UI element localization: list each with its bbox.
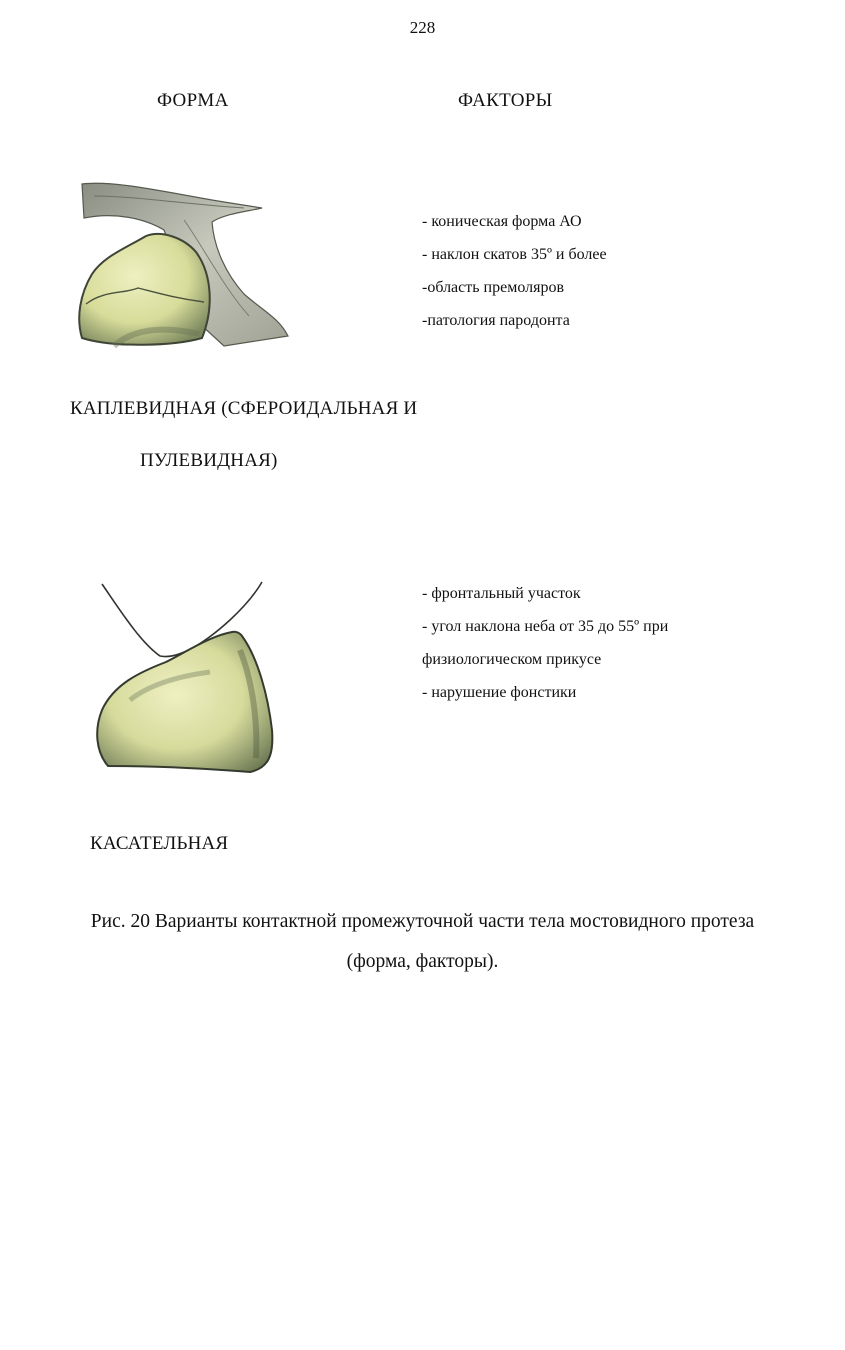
factor-item: - нарушение фонстики	[422, 684, 577, 701]
factors-column-header: ФАКТОРЫ	[458, 90, 553, 111]
drop-shaped-pontic-illustration	[74, 178, 290, 350]
factor-item: - фронтальный участок	[422, 585, 581, 602]
tangential-form-name: КАСАТЕЛЬНАЯ	[90, 833, 229, 854]
factor-item: -область премоляров	[422, 279, 565, 296]
tangential-factors-list	[422, 577, 668, 709]
page-number: 228	[409, 18, 436, 37]
figure-caption-line2: (форма, факторы).	[346, 951, 499, 972]
factor-item: - наклон скатов 35º и более	[422, 246, 607, 263]
drop-shaped-form-name-line1: КАПЛЕВИДНАЯ (СФЕРОИДАЛЬНАЯ И	[70, 398, 418, 419]
factor-item: физиологическом прикусе	[422, 651, 602, 668]
factor-item: - коническая форма АО	[422, 213, 582, 230]
form-column-header: ФОРМА	[157, 90, 229, 111]
drop-shaped-form-name-line2: ПУЛЕВИДНАЯ)	[140, 450, 278, 471]
tangential-pontic-illustration	[90, 580, 280, 780]
factor-item: - угол наклона неба от 35 до 55º при	[422, 618, 669, 635]
drop-shaped-factors-list	[422, 205, 607, 337]
factor-item: -патология пародонта	[422, 312, 570, 329]
figure-caption-line1: Рис. 20 Варианты контактной промежуточной части тела мостовидного протеза	[90, 911, 755, 932]
figure-caption	[30, 902, 815, 982]
